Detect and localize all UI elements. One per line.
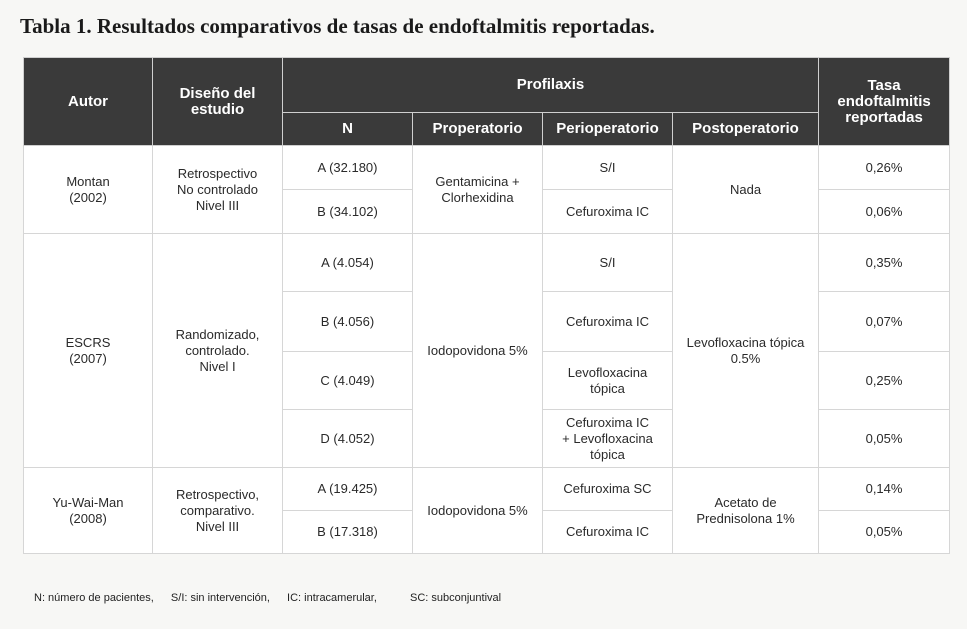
footnote-si: S/I: sin intervención, <box>170 592 270 604</box>
properatorio-cell: Gentamicina + Clorhexidina <box>413 146 543 234</box>
autor-cell: ESCRS (2007) <box>24 234 153 468</box>
header-diseno: Diseño del estudio <box>153 58 283 146</box>
postoperatorio-cell: Levofloxacina tópica 0.5% <box>673 234 819 468</box>
perioperatorio-cell: S/I <box>543 146 673 190</box>
tasa-cell: 0,05% <box>819 410 950 468</box>
postoperatorio-cell: Nada <box>673 146 819 234</box>
table-row <box>24 468 950 511</box>
n-cell: B (4.056) <box>283 292 413 352</box>
n-cell: B (17.318) <box>283 511 413 554</box>
header-n: N <box>283 113 413 146</box>
tasa-cell: 0,05% <box>819 511 950 554</box>
perioperatorio-cell: S/I <box>543 234 673 292</box>
perioperatorio-cell: Cefuroxima IC <box>543 190 673 234</box>
footnote-ic: IC: intracamerular, <box>287 592 377 604</box>
results-table <box>23 57 950 554</box>
footnote-sc: SC: subconjuntival <box>409 592 502 604</box>
autor-cell: Montan (2002) <box>24 146 153 234</box>
n-cell: A (32.180) <box>283 146 413 190</box>
perioperatorio-cell: Cefuroxima IC <box>543 292 673 352</box>
header-perioperatorio: Perioperatorio <box>543 113 673 146</box>
footnote <box>34 592 934 604</box>
n-cell: C (4.049) <box>283 352 413 410</box>
n-cell: A (19.425) <box>283 468 413 511</box>
autor-cell: Yu-Wai-Man (2008) <box>24 468 153 554</box>
properatorio-cell: Iodopovidona 5% <box>413 468 543 554</box>
diseno-cell: Randomizado, controlado. Nivel I <box>153 234 283 468</box>
table-row <box>24 146 950 190</box>
header-profilaxis: Profilaxis <box>283 58 819 113</box>
postoperatorio-cell: Acetato de Prednisolona 1% <box>673 468 819 554</box>
header-tasa: Tasa endoftalmitis reportadas <box>819 58 950 146</box>
tasa-cell: 0,25% <box>819 352 950 410</box>
n-cell: A (4.054) <box>283 234 413 292</box>
header-autor: Autor <box>24 58 153 146</box>
properatorio-cell: Iodopovidona 5% <box>413 234 543 468</box>
tasa-cell: 0,26% <box>819 146 950 190</box>
perioperatorio-cell: Cefuroxima IC <box>543 511 673 554</box>
perioperatorio-cell: Cefuroxima SC <box>543 468 673 511</box>
diseno-cell: Retrospectivo, comparativo. Nivel III <box>153 468 283 554</box>
tasa-cell: 0,07% <box>819 292 950 352</box>
tasa-cell: 0,35% <box>819 234 950 292</box>
diseno-cell: Retrospectivo No controlado Nivel III <box>153 146 283 234</box>
table-title: Tabla 1. Resultados comparativos de tasas de endoftalmitis reportadas. <box>20 14 655 38</box>
perioperatorio-cell: Levofloxacina tópica <box>543 352 673 410</box>
header-postoperatorio: Postoperatorio <box>673 113 819 146</box>
tasa-cell: 0,06% <box>819 190 950 234</box>
n-cell: D (4.052) <box>283 410 413 468</box>
perioperatorio-cell: Cefuroxima IC + Levofloxacina tópica <box>543 410 673 468</box>
tasa-cell: 0,14% <box>819 468 950 511</box>
n-cell: B (34.102) <box>283 190 413 234</box>
table-row <box>24 234 950 292</box>
header-properatorio: Properatorio <box>413 113 543 146</box>
footnote-n: N: número de pacientes, <box>34 592 154 604</box>
